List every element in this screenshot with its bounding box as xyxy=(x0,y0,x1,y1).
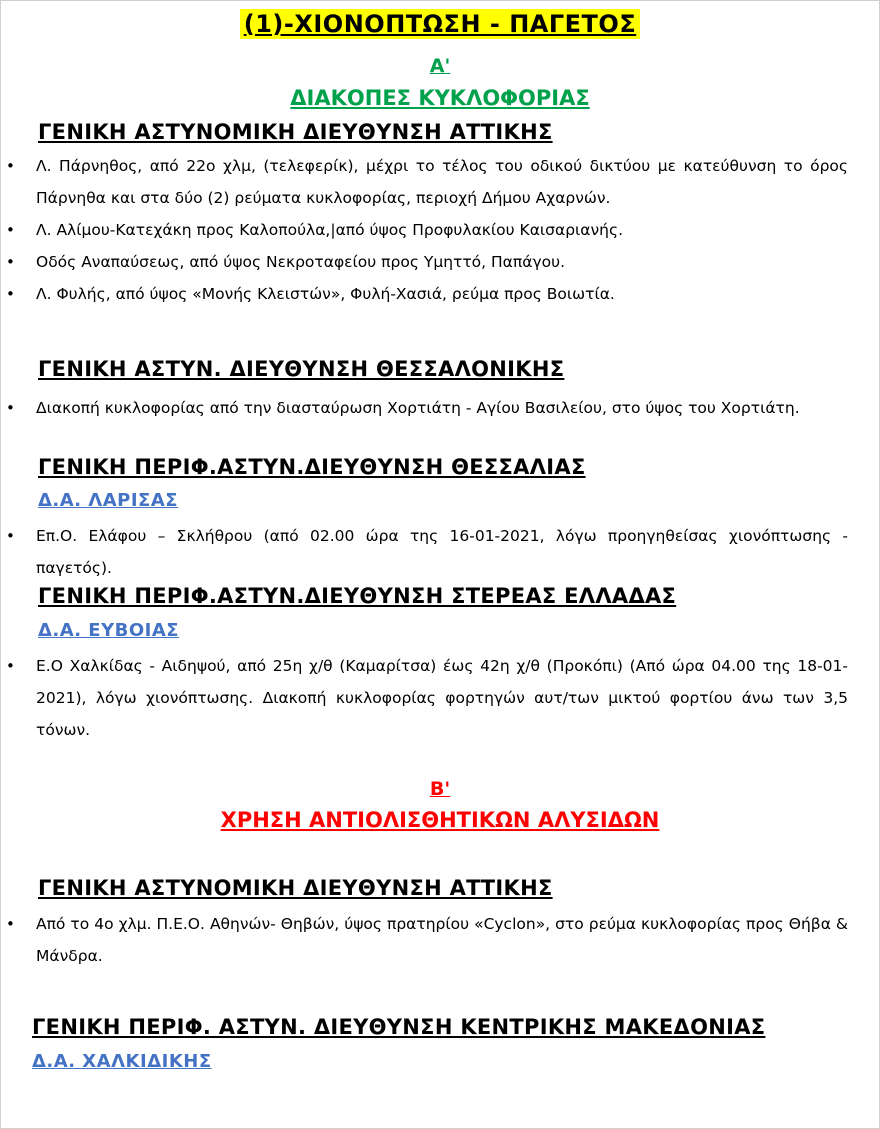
heading-attica-chains: ΓΕΝΙΚΗ ΑΣΤΥΝΟΜΙΚΗ ΔΙΕΥΘΥΝΣΗ ΑΤΤΙΚΗΣ xyxy=(38,876,553,900)
heading-central-macedonia: ΓΕΝΙΚΗ ΠΕΡΙΦ. ΑΣΤΥΝ. ΔΙΕΥΘΥΝΣΗ ΚΕΝΤΡΙΚΗΣ ΜΑΚΕΔΟΝΙΑΣ xyxy=(32,1015,766,1039)
section-b-letter: Β' xyxy=(429,778,451,800)
list-thessaloniki xyxy=(36,392,848,424)
heading-sterea-ellada: ΓΕΝΙΚΗ ΠΕΡΙΦ.ΑΣΤΥΝ.ΔΙΕΥΘΥΝΣΗ ΣΤΕΡΕΑΣ ΕΛΛΑΔΑΣ xyxy=(38,584,677,608)
document-title-text: (1)-ΧΙΟΝΟΠΤΩΣΗ - ΠΑΓΕΤΟΣ xyxy=(240,9,640,39)
list-item: • Οδός Αναπαύσεως, από ύψος Νεκροταφείου προς Υμηττό, Παπάγου. xyxy=(36,246,848,278)
list-item: • Λ. Πάρνηθος, από 22ο χλμ, (τελεφερίκ), μέχρι το τέλος του οδικού δικτύου με κατεύθυνση το όρος Πάρνηθα και στα δύο (2) ρεύματα κυκλοφορίας, περιοχή Δήμου Αχαρνών. xyxy=(36,150,848,214)
document-title xyxy=(0,10,880,38)
subheading-larisa: Δ.Α. ΛΑΡΙΣΑΣ xyxy=(38,490,179,511)
list-attica xyxy=(36,150,848,310)
list-item: • Επ.Ο. Ελάφου – Σκλήθρου (από 02.00 ώρα της 16-01-2021, λόγω προηγηθείσας χιονόπτωσης - παγετός). xyxy=(36,520,848,584)
heading-thessaly: ΓΕΝΙΚΗ ΠΕΡΙΦ.ΑΣΤΥΝ.ΔΙΕΥΘΥΝΣΗ ΘΕΣΣΑΛΙΑΣ xyxy=(38,455,586,479)
section-b-title: ΧΡΗΣΗ ΑΝΤΙΟΛΙΣΘΗΤΙΚΩΝ ΑΛΥΣΙΔΩΝ xyxy=(220,808,660,832)
list-item: • Διακοπή κυκλοφορίας από την διασταύρωση Χορτιάτη - Αγίου Βασιλείου, στο ύψος του Χορτιάτη. xyxy=(36,392,848,424)
section-a-title: ΔΙΑΚΟΠΕΣ ΚΥΚΛΟΦΟΡΙΑΣ xyxy=(290,86,590,110)
list-item: • Ε.Ο Χαλκίδας - Αιδηψού, από 25η χ/θ (Καμαρίτσα) έως 42η χ/θ (Προκόπι) (Από ώρα 04.00 της 18-01-2021), λόγω χιονόπτωσης. Διακοπή κυκλοφορίας φορτηγών αυτ/των μικτού φορτίου άνω των 3,5 τόνων. xyxy=(36,650,848,746)
list-item: • Από το 4ο χλμ. Π.Ε.Ο. Αθηνών- Θηβών, ύψος πρατηρίου «Cyclon», στο ρεύμα κυκλοφορίας προς Θήβα & Μάνδρα. xyxy=(36,908,848,972)
list-attica-chains xyxy=(36,908,848,972)
list-item: • Λ. Αλίμου-Κατεχάκη προς Καλοπούλα,|από ύψος Προφυλακίου Καισαριανής. xyxy=(36,214,848,246)
heading-attica: ΓΕΝΙΚΗ ΑΣΤΥΝΟΜΙΚΗ ΔΙΕΥΘΥΝΣΗ ΑΤΤΙΚΗΣ xyxy=(38,120,553,144)
list-thessaly xyxy=(36,520,848,584)
section-a-letter: Α' xyxy=(429,55,451,77)
list-sterea-ellada xyxy=(36,650,848,746)
subheading-evia: Δ.Α. ΕΥΒΟΙΑΣ xyxy=(38,620,180,641)
heading-thessaloniki: ΓΕΝΙΚΗ ΑΣΤΥΝ. ΔΙΕΥΘΥΝΣΗ ΘΕΣΣΑΛΟΝΙΚΗΣ xyxy=(38,357,565,381)
subheading-chalkidiki: Δ.Α. ΧΑΛΚΙΔΙΚΗΣ xyxy=(32,1051,212,1072)
list-item: • Λ. Φυλής, από ύψος «Μονής Κλειστών», Φυλή-Χασιά, ρεύμα προς Βοιωτία. xyxy=(36,278,848,310)
